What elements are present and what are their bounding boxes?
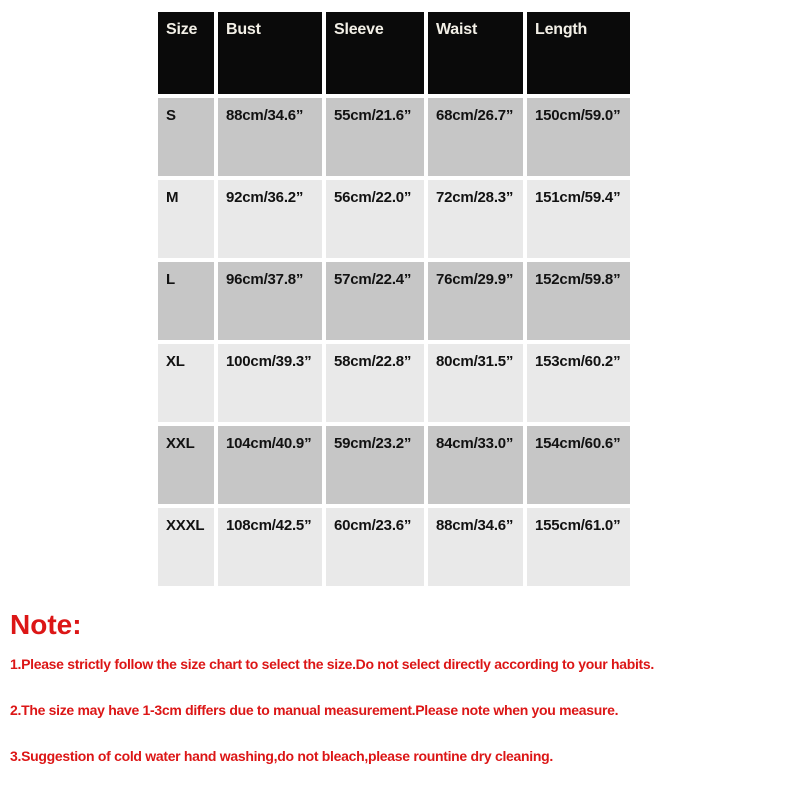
size-label-cell: XXXL <box>158 508 214 586</box>
measurement-cell: 72cm/28.3” <box>428 180 523 258</box>
header-cell-bust: Bust <box>218 12 322 94</box>
measurement-cell: 88cm/34.6” <box>218 98 322 176</box>
measurement-cell: 58cm/22.8” <box>326 344 424 422</box>
measurement-cell: 104cm/40.9” <box>218 426 322 504</box>
measurement-cell: 88cm/34.6” <box>428 508 523 586</box>
notes-title: Note: <box>10 609 82 640</box>
measurement-cell: 92cm/36.2” <box>218 180 322 258</box>
measurement-cell: 151cm/59.4” <box>527 180 630 258</box>
size-label-cell: XL <box>158 344 214 422</box>
header-cell-size: Size <box>158 12 214 94</box>
size-label-cell: XXL <box>158 426 214 504</box>
measurement-cell: 108cm/42.5” <box>218 508 322 586</box>
measurement-cell: 84cm/33.0” <box>428 426 523 504</box>
size-label-cell: L <box>158 262 214 340</box>
measurement-cell: 153cm/60.2” <box>527 344 630 422</box>
notes-section <box>10 610 654 794</box>
header-cell-waist: Waist <box>428 12 523 94</box>
measurement-cell: 57cm/22.4” <box>326 262 424 340</box>
size-label-cell: M <box>158 180 214 258</box>
header-cell-sleeve: Sleeve <box>326 12 424 94</box>
measurement-cell: 55cm/21.6” <box>326 98 424 176</box>
measurement-cell: 60cm/23.6” <box>326 508 424 586</box>
measurement-cell: 150cm/59.0” <box>527 98 630 176</box>
note-line-2: 2.The size may have 1-3cm differs due to manual measurement.Please note when you measure. <box>10 702 619 719</box>
measurement-cell: 155cm/61.0” <box>527 508 630 586</box>
measurement-cell: 96cm/37.8” <box>218 262 322 340</box>
size-label-cell: S <box>158 98 214 176</box>
measurement-cell: 152cm/59.8” <box>527 262 630 340</box>
measurement-cell: 56cm/22.0” <box>326 180 424 258</box>
measurement-cell: 154cm/60.6” <box>527 426 630 504</box>
measurement-cell: 100cm/39.3” <box>218 344 322 422</box>
header-cell-length: Length <box>527 12 630 94</box>
measurement-cell: 80cm/31.5” <box>428 344 523 422</box>
measurement-cell: 59cm/23.2” <box>326 426 424 504</box>
note-line-1: 1.Please strictly follow the size chart to select the size.Do not select directly according to your habits. <box>10 656 654 673</box>
note-line-3: 3.Suggestion of cold water hand washing,do not bleach,please rountine dry cleaning. <box>10 748 553 765</box>
measurement-cell: 76cm/29.9” <box>428 262 523 340</box>
size-chart-table <box>158 12 630 586</box>
measurement-cell: 68cm/26.7” <box>428 98 523 176</box>
